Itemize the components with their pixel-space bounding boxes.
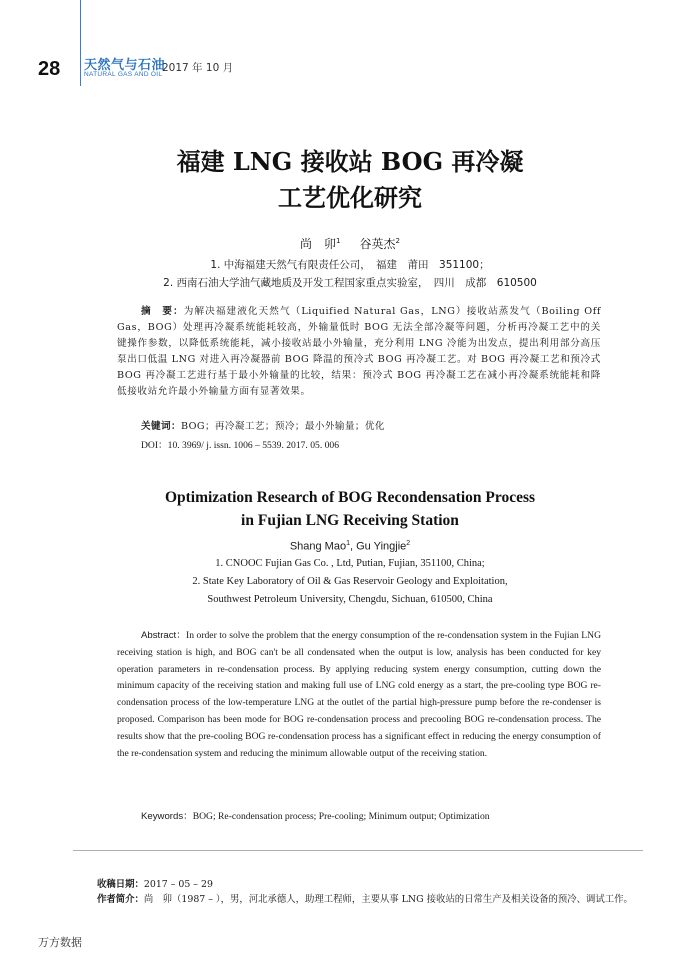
title-cn-line1: 福建 LNG 接收站 BOG 再冷凝 [176,147,524,176]
title-en-line1: Optimization Research of BOG Recondensation Process [164,489,536,506]
author-en-1: Shang Mao [289,540,347,553]
page-number: 28 [38,58,61,80]
journal-logo-cn: 天然气与石油 [84,58,166,73]
author-bio [97,891,657,905]
keywords-cn-label: 关键词： [141,421,181,432]
abstract-cn-label: 摘 要： [141,306,184,317]
author-cn-2: 谷英杰 [359,237,396,251]
keywords-en-text: BOG; Re-condensation process; Pre-cooling; Minimum output; Optimization [192,811,490,822]
affiliation-cn-1: 1. 中海福建天然气有限责任公司， 福建 莆田 351100； [210,259,490,271]
affiliation-en-2: 2. State Key Laboratory of Oil & Gas Reservoir Geology and Exploitation, [192,576,508,587]
received-label: 收稿日期： [97,879,144,890]
affiliation-en-3: Southwest Petroleum University, Chengdu, Sichuan, 610500, China [207,594,493,605]
authors-cn [0,235,700,252]
footnote-divider [73,850,643,851]
keywords-en-label: Keywords： [141,811,193,822]
affiliation-cn-2: 2. 西南石油大学油气藏地质及开发工程国家重点实验室， 四川 成都 610500 [163,277,537,289]
author-en-2-sup: 2 [406,540,411,547]
abstract-en-label: Abstract： [141,630,187,641]
author-cn-1: 尚 卯 [299,237,336,251]
abstract-en-text: In order to solve the problem that the energy consumption of the re-condensation system in the Fujian LNG receiving station is high, and BOG can't be all condensated when the output is low, analysis has been conducted for key operation parameters in re-condensation process. By applying reducing system energy consumption, cutting down the minimum capacity of the receiving station and making full use of LNG cold energy as a start, the pre-cooling type BOG re-condensation process of the low-temperature LNG at the outlet of the partial high-pressure pump before the re-condenser is proposed. Comparison has been mode for BOG re-condensation process and precooling BOG re-condensation process. The results show that the pre-cooling BOG re-condensation process has a significant effect in reducing the energy consumption of the re-condensation system and reducing the minimum allowable output of the receiving station. [117,630,601,759]
bio-text: 尚 卯（1987 – ），男，河北承德人，助理工程师，主要从事 LNG 接收站的日常生产及相关设备的预冷、调试工作。 [143,894,633,905]
doi: DOI：10. 3969/ j. issn. 1006 – 5539. 2017. 05. 006 [141,440,340,451]
header-divider [80,0,81,86]
bio-label: 作者简介： [97,894,144,905]
keywords-en [141,808,490,822]
issue-date: 2017 年 10 月 [162,62,234,74]
author-cn-1-sup: 1 [335,237,341,245]
journal-logo-en: NATURAL GAS AND OIL [84,71,163,78]
abstract-cn-text: 为解决福建液化天然气（Liquified Natural Gas，LNG）接收站蒸发气（Boiling Off Gas，BOG）处理再冷凝系统能耗较高，外输量低时 BOG 无法全部冷凝等问题，分析再冷凝工艺中的关键操作参数，以降低系统能耗，减小接收站最小外输量，充分利用 LNG 冷能为出发点，提出利用部分高压泵出口低温 LNG 对进入再冷凝器前 BOG 降温的预冷式 BOG 再冷凝工艺。对 BOG 再冷凝工艺和预冷式 BOG 再冷凝工艺进行基于最小外输量的比较，结果：预冷式 BOG 再冷凝工艺在减小再冷凝系统能耗和降低接收站允许最小外输量方面有显著效果。 [117,306,601,397]
keywords-cn [141,418,385,432]
title-en-line2: in Fujian LNG Receiving Station [241,512,459,529]
title-cn-line2: 工艺优化研究 [278,183,422,212]
affiliation-en-1: 1. CNOOC Fujian Gas Co. , Ltd, Putian, Fujian, 351100, China; [215,558,485,569]
keywords-cn-text: BOG；再冷凝工艺；预冷；最小外输量；优化 [180,421,385,432]
watermark: 万方数据 [38,936,82,949]
received-date [97,876,213,890]
authors-en: Shang Mao$^1$, Gu Yingjie$^2$ [289,540,411,553]
author-en-1-sup: 1 [346,540,350,547]
abstract-cn [117,304,601,400]
author-cn-2-sup: 2 [395,237,401,245]
abstract-en [117,628,601,762]
author-en-2: Gu Yingjie [356,540,407,553]
received-value: 2017 – 05 – 29 [143,879,213,890]
